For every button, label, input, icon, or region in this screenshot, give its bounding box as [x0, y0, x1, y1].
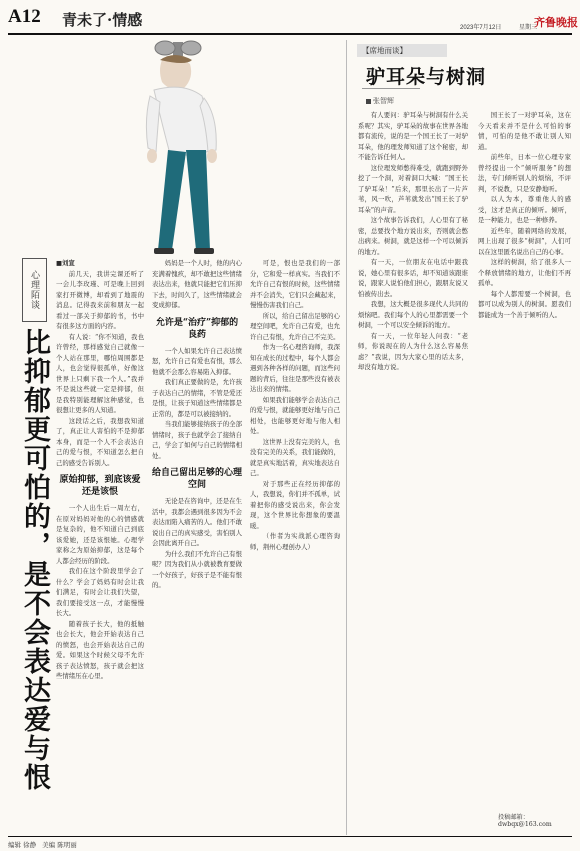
paragraph: 这个故事告诉我们，人心里有了秘密，总要找个地方说出来，否则就会憋出病来。树洞，就是这样一个可以倾诉的地方。 — [358, 216, 468, 256]
subheading: 给自己留出足够的心理空间 — [152, 468, 242, 490]
paragraph: 作为一名心理咨询师，我深知在成长的过程中，每个人都会遇到各种各样的问题，而这些问题的背后，往往是那些没有被表达出来的情绪。 — [250, 343, 340, 393]
author-byline-right — [366, 96, 394, 106]
title-rule — [362, 88, 420, 89]
paragraph: 有人说：“你不知道，我也许曾经，那样感觉自己就像一个人站在那里，哪怕周围都是人，也会觉得很孤单，好像这世界上只剩下我一个人。”我并不是说这些就一定是抑郁，但是我特别能理解这种感觉，也很想让更多的人知道。 — [56, 332, 144, 414]
section-tag-right: 【席地而谈】 — [357, 44, 447, 57]
issue-date: 2023年7月12日 — [460, 25, 502, 31]
paragraph: 我们在这个阶段里学会了什么？学会了妈妈有时会让我们满足，有时会让我们失望，我们要接受这一点，才能慢慢长大。 — [56, 567, 144, 617]
editor-credit: 编辑 徐静 — [8, 841, 37, 849]
paragraph: 一个人出生后一周左右，在原对妈妈对他的心的情感就是复杂的，他不知道自己到底该爱她，还是该恨她。心理学家称之为原始抑郁，这是每个人都会经历的阶段。 — [56, 504, 144, 565]
paragraph: 随着孩子长大，他的抵触也会长大，他会开始表达自己的愤怒，也会开始表达自己的爱。如果这个时候父母不允许孩子表达愤怒，孩子就会把这些情绪压在心里。 — [56, 619, 144, 680]
paragraph: 这段话之后，我想我知道了，真正让人害怕的不是抑郁本身，而是一个人不会表达自己的爱与恨，不知道怎么把自己的感受告诉别人。 — [56, 416, 144, 467]
author-name: 张智辉 — [373, 97, 394, 105]
paragraph: 有一天，一位年轻人问我：“老师，你说现在的人为什么这么容易焦虑？”我说，因为大家心里的话太多，却没有地方说。 — [358, 331, 468, 371]
header-rule — [8, 33, 572, 35]
footer-credits — [8, 840, 81, 849]
windup-figure-illustration — [22, 38, 337, 260]
right-article-col-1 — [358, 110, 468, 825]
submission-email: 投稿邮箱：dwbqx@163.com — [498, 814, 552, 828]
column-label-box — [22, 258, 47, 322]
article-title-right: 驴耳朵与树洞 — [366, 66, 487, 88]
paragraph: 以人为本，尊重他人的感受，这才是真正的倾听。倾听，是一种能力，也是一种修养。 — [478, 195, 571, 224]
left-article-col-2 — [152, 258, 242, 833]
right-article-col-2 — [478, 110, 571, 815]
article-title-left: 比抑郁更可怕的，是不会表达爱与恨 — [19, 328, 50, 792]
paragraph: 妈妈是一个人时，他的内心充满着愧疚，却不敢把这些情绪表达出来，他就只能把它们压抑下去，时间久了，这些情绪就会变成抑郁。 — [152, 259, 242, 309]
paragraph: 国王长了一对驴耳朵，这在今天看来并不是什么可怕的事情，可怕的是他不敢让别人知道。 — [478, 111, 571, 151]
paragraph: 我想，这大概是很多现代人共同的烦恼吧。我们每个人的心里都需要一个树洞，一个可以安全倾诉的地方。 — [358, 300, 468, 329]
paragraph: 前些年，日本一位心理专家曾经提出一个“倾听服务”的想法，专门倾听别人的烦恼，不评判，不说教，只是安静地听。 — [478, 153, 571, 193]
figure-legs — [154, 150, 214, 254]
paragraph: 对于那些正在经历抑郁的人，我想说，你们并不孤单，试着把你的感受说出来，你会发现，这个世界比你想象的要温暖。 — [250, 479, 340, 530]
paragraph: 当我们能够接纳孩子的全部情绪时，孩子也就学会了接纳自己，学会了如何与自己的情绪相处。 — [152, 420, 242, 460]
left-article-col-3 — [250, 258, 340, 833]
author-note: （作者为实战派心理咨询师，荆州心理创办人） — [250, 532, 340, 551]
figure-head — [160, 55, 192, 89]
issue-weekday: 星期三 — [519, 25, 538, 31]
paragraph: 这位理发师憋得难受，就跑到野外挖了一个洞，对着洞口大喊：“国王长了驴耳朵！”后来，那里长出了一片芦苇，风一吹，芦苇就发出“国王长了驴耳朵”的声音。 — [358, 163, 468, 214]
paragraph: 如果我们能够学会表达自己的爱与恨，就能够更好地与自己相处，也能够更好地与他人相处。 — [250, 395, 340, 435]
page-number: A12 — [8, 6, 41, 27]
subheading: 允许是“治疗”抑郁的良药 — [155, 317, 239, 340]
paper-logo: 齐鲁晚报 — [534, 16, 578, 29]
paragraph: 前几天，我讲完课还听了一会儿李玫瑾、可是晚上回到家打开微博，却看到了地震的消息。记得我来前和朋友一起看过一部关于抑郁的书，书中有很多这方面的内容。 — [56, 269, 144, 330]
paragraph: 一个人如果允许自己表达愤怒，允许自己有爱也有恨，那么他就不会那么容易陷入抑郁。 — [152, 346, 242, 376]
designer-credit: 美编 陈明丽 — [42, 841, 77, 849]
paragraph: 有人要问：驴耳朵与树洞有什么关系呢？其实，驴耳朵的故事在世界各地都有流传，说的是一个国王长了一对驴耳朵，他的理发师知道了这个秘密，却不能告诉任何人。 — [358, 111, 468, 161]
paragraph: 这世界上没有完美的人，也没有完美的关系，我们能做的，就是真实地活着，真实地表达自己。 — [250, 437, 340, 477]
footer-rule — [8, 836, 572, 837]
column-divider — [346, 40, 347, 835]
paragraph: 每个人都需要一个树洞，也都可以成为别人的树洞。愿我们都能成为一个善于倾听的人。 — [478, 289, 571, 319]
paragraph: 无论是在咨询中，还是在生活中，我都会遇到很多因为不会表达而陷入痛苦的人。他们不敢说出自己的真实感受，害怕别人会因此离开自己。 — [152, 497, 242, 547]
paragraph: 有一天，一位朋友在电话中跟我说，她心里有很多话，却不知道该跟谁说，跟家人说怕他们担心，跟朋友说又怕被传出去。 — [358, 258, 468, 298]
column-label: 心理陌谈 — [29, 270, 39, 310]
byline-square-icon — [366, 99, 371, 104]
paragraph: 近些年，随着网络的发展，网上出现了很多“树洞”，人们可以在这里匿名说出自己的心事。 — [478, 226, 571, 256]
masthead — [0, 0, 580, 40]
subheading: 原始抑郁，到底该爱还是该恨 — [59, 475, 141, 497]
left-article-col-1 — [56, 258, 144, 833]
windup-key-icon — [155, 41, 201, 56]
paragraph: 我们真正要做的是，允许孩子表达自己的情绪，不管是爱还是恨，让孩子知道这些情绪都是正常的，都是可以被接纳的。 — [152, 378, 242, 418]
paragraph: 这样的树洞，给了很多人一个释放情绪的地方，让他们不再孤单。 — [478, 258, 571, 287]
author-byline-left: ■刘宣 — [56, 259, 75, 267]
paragraph: 可是，恨也是我们的一部分，它和爱一样真实。当我们不允许自己有恨的时候，这些情绪并不会消失，它们只会藏起来，慢慢伤害我们自己。 — [250, 259, 340, 309]
paragraph: 所以，给自己留出足够的心理空间吧，允许自己有爱，也允许自己有恨，允许自己不完美。 — [250, 311, 340, 341]
section-title: 青未了·情感 — [62, 11, 143, 29]
paragraph: 为什么我们不允许自己有恨呢？因为我们从小就被教育要做一个好孩子，好孩子是不能有恨的。 — [152, 549, 242, 589]
